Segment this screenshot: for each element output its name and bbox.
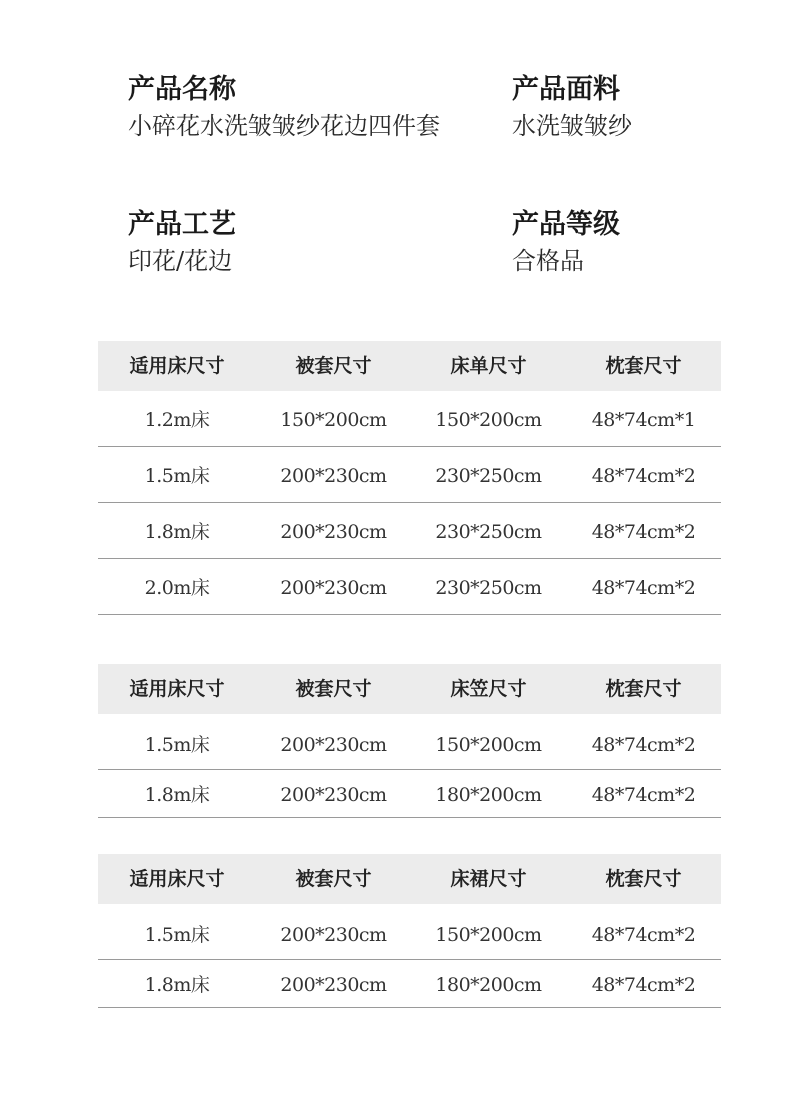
product-grade-label: 产品等级 [512,209,620,240]
header-duvet-size: 被套尺寸 [295,355,372,377]
table-row [98,503,721,559]
cell-sheet-size: 230*250cm [435,521,542,543]
cell-bed-size: 1.2m床 [144,409,210,431]
size-table-fitted-sheet [98,664,721,818]
header-sheet-size: 床单尺寸 [450,355,527,377]
table-row [98,904,721,960]
table-row [98,770,721,818]
table-row [98,391,721,447]
product-fabric-value: 水洗皱皱纱 [512,112,632,140]
table-row [98,559,721,615]
header-bed-size: 适用床尺寸 [129,868,225,890]
cell-bed-skirt-size: 150*200cm [435,924,542,946]
size-table-sheet [98,341,721,615]
cell-bed-size: 2.0m床 [144,577,210,599]
cell-duvet-size: 150*200cm [280,409,387,431]
cell-pillowcase-size: 48*74cm*2 [591,784,696,806]
cell-pillowcase-size: 48*74cm*2 [591,521,696,543]
product-fabric-section [512,72,632,144]
cell-pillowcase-size: 48*74cm*2 [591,974,696,996]
header-fitted-sheet-size: 床笠尺寸 [450,678,527,700]
table-header [98,854,721,904]
product-craft-label: 产品工艺 [128,209,236,240]
product-name-value: 小碎花水洗皱皱纱花边四件套 [128,112,440,140]
cell-duvet-size: 200*230cm [280,734,387,756]
cell-fitted-sheet-size: 150*200cm [435,734,542,756]
cell-duvet-size: 200*230cm [280,577,387,599]
cell-fitted-sheet-size: 180*200cm [435,784,542,806]
header-duvet-size: 被套尺寸 [295,678,372,700]
cell-duvet-size: 200*230cm [280,924,387,946]
cell-bed-size: 1.5m床 [144,734,210,756]
header-duvet-size: 被套尺寸 [295,868,372,890]
table-row [98,960,721,1008]
cell-pillowcase-size: 48*74cm*2 [591,924,696,946]
cell-sheet-size: 230*250cm [435,577,542,599]
table-header [98,341,721,391]
product-fabric-label: 产品面料 [512,74,620,105]
header-bed-size: 适用床尺寸 [129,355,225,377]
table-header [98,664,721,714]
header-pillowcase-size: 枕套尺寸 [605,868,682,890]
product-grade-section [512,207,620,279]
table-row [98,447,721,503]
cell-pillowcase-size: 48*74cm*2 [591,465,696,487]
cell-duvet-size: 200*230cm [280,521,387,543]
cell-bed-size: 1.5m床 [144,924,210,946]
cell-bed-skirt-size: 180*200cm [435,974,542,996]
size-table-bed-skirt [98,854,721,1008]
table-row [98,714,721,770]
product-name-label: 产品名称 [128,74,236,105]
cell-sheet-size: 150*200cm [435,409,542,431]
product-grade-value: 合格品 [512,247,584,275]
cell-bed-size: 1.8m床 [144,974,210,996]
header-bed-size: 适用床尺寸 [129,678,225,700]
cell-pillowcase-size: 48*74cm*1 [591,409,696,431]
product-craft-section [128,207,236,279]
header-bed-skirt-size: 床裙尺寸 [450,868,527,890]
cell-sheet-size: 230*250cm [435,465,542,487]
product-name-section [128,72,440,144]
cell-pillowcase-size: 48*74cm*2 [591,577,696,599]
cell-bed-size: 1.8m床 [144,784,210,806]
cell-duvet-size: 200*230cm [280,974,387,996]
cell-duvet-size: 200*230cm [280,465,387,487]
cell-duvet-size: 200*230cm [280,784,387,806]
product-craft-value: 印花/花边 [128,247,233,275]
header-pillowcase-size: 枕套尺寸 [605,678,682,700]
header-pillowcase-size: 枕套尺寸 [605,355,682,377]
cell-pillowcase-size: 48*74cm*2 [591,734,696,756]
cell-bed-size: 1.5m床 [144,465,210,487]
cell-bed-size: 1.8m床 [144,521,210,543]
